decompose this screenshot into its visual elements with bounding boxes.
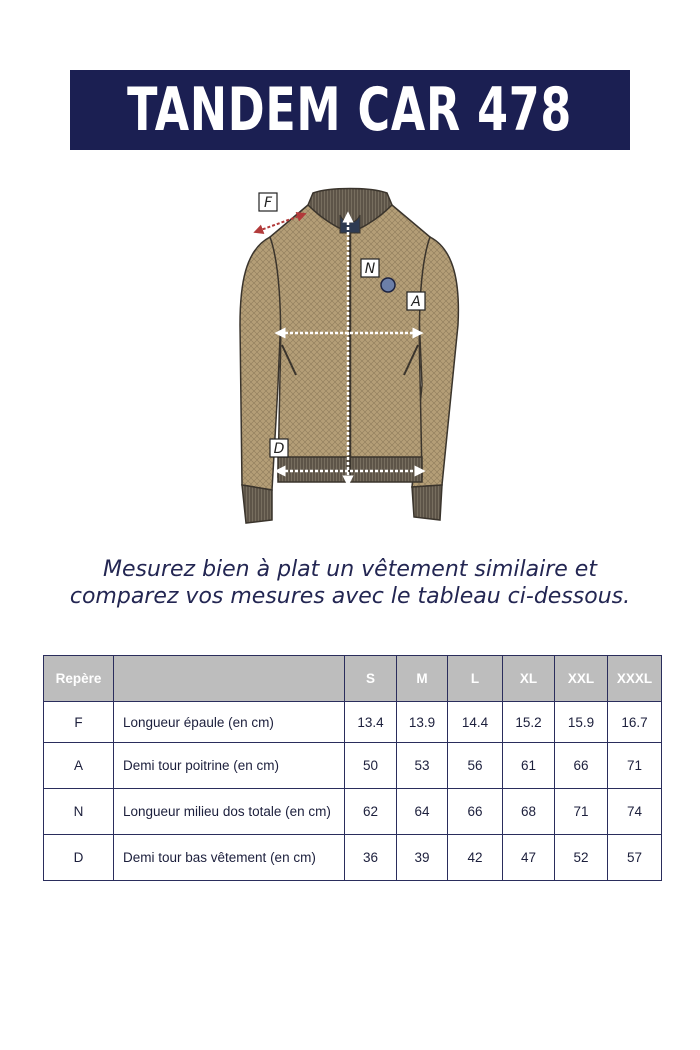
row-marker: F [44, 702, 114, 743]
row-description: Longueur milieu dos totale (en cm) [114, 789, 345, 835]
row-value: 15.2 [503, 702, 555, 743]
row-value: 57 [608, 835, 662, 881]
header-size-s: S [345, 656, 397, 702]
row-value: 42 [448, 835, 503, 881]
svg-text:A: A [411, 294, 421, 310]
row-value: 15.9 [555, 702, 608, 743]
svg-text:F: F [263, 195, 273, 211]
row-marker: N [44, 789, 114, 835]
label-a [407, 292, 425, 310]
jacket-measurement-diagram [200, 175, 500, 535]
row-value: 64 [397, 789, 448, 835]
row-value: 36 [345, 835, 397, 881]
label-d [270, 439, 288, 457]
table-row [44, 789, 662, 835]
row-value: 68 [503, 789, 555, 835]
row-value: 56 [448, 743, 503, 789]
measurement-instructions [40, 556, 660, 610]
instructions-line-1: Mesurez bien à plat un vêtement similaire et [103, 557, 597, 582]
row-value: 61 [503, 743, 555, 789]
table-row [44, 702, 662, 743]
row-value: 13.9 [397, 702, 448, 743]
svg-text:D: D [273, 441, 285, 457]
row-description: Demi tour poitrine (en cm) [114, 743, 345, 789]
row-value: 50 [345, 743, 397, 789]
row-value: 39 [397, 835, 448, 881]
row-value: 16.7 [608, 702, 662, 743]
row-value: 13.4 [345, 702, 397, 743]
right-cuff [412, 485, 442, 520]
badge-icon [381, 278, 395, 292]
table-row [44, 835, 662, 881]
row-value: 62 [345, 789, 397, 835]
row-value: 52 [555, 835, 608, 881]
row-value: 47 [503, 835, 555, 881]
page-title: TANDEM CAR 478 [127, 75, 573, 145]
header-marker: Repère [44, 656, 114, 702]
row-value: 74 [608, 789, 662, 835]
row-value: 53 [397, 743, 448, 789]
label-n [361, 259, 379, 277]
header-size-l: L [448, 656, 503, 702]
row-marker: D [44, 835, 114, 881]
row-description: Demi tour bas vêtement (en cm) [114, 835, 345, 881]
row-description: Longueur épaule (en cm) [114, 702, 345, 743]
header-size-xxl: XXL [555, 656, 608, 702]
label-f [259, 193, 277, 211]
header-description [114, 656, 345, 702]
header-size-xl: XL [503, 656, 555, 702]
header-size-m: M [397, 656, 448, 702]
title-banner [70, 70, 630, 150]
left-cuff [242, 485, 272, 523]
row-marker: A [44, 743, 114, 789]
row-value: 14.4 [448, 702, 503, 743]
svg-text:N: N [364, 261, 376, 277]
table-header-row [44, 656, 662, 702]
row-value: 71 [555, 789, 608, 835]
table-row [44, 743, 662, 789]
size-table [43, 655, 662, 881]
header-size-xxxl: XXXL [608, 656, 662, 702]
row-value: 66 [555, 743, 608, 789]
row-value: 66 [448, 789, 503, 835]
row-value: 71 [608, 743, 662, 789]
instructions-line-2: comparez vos mesures avec le tableau ci-dessous. [69, 584, 631, 609]
